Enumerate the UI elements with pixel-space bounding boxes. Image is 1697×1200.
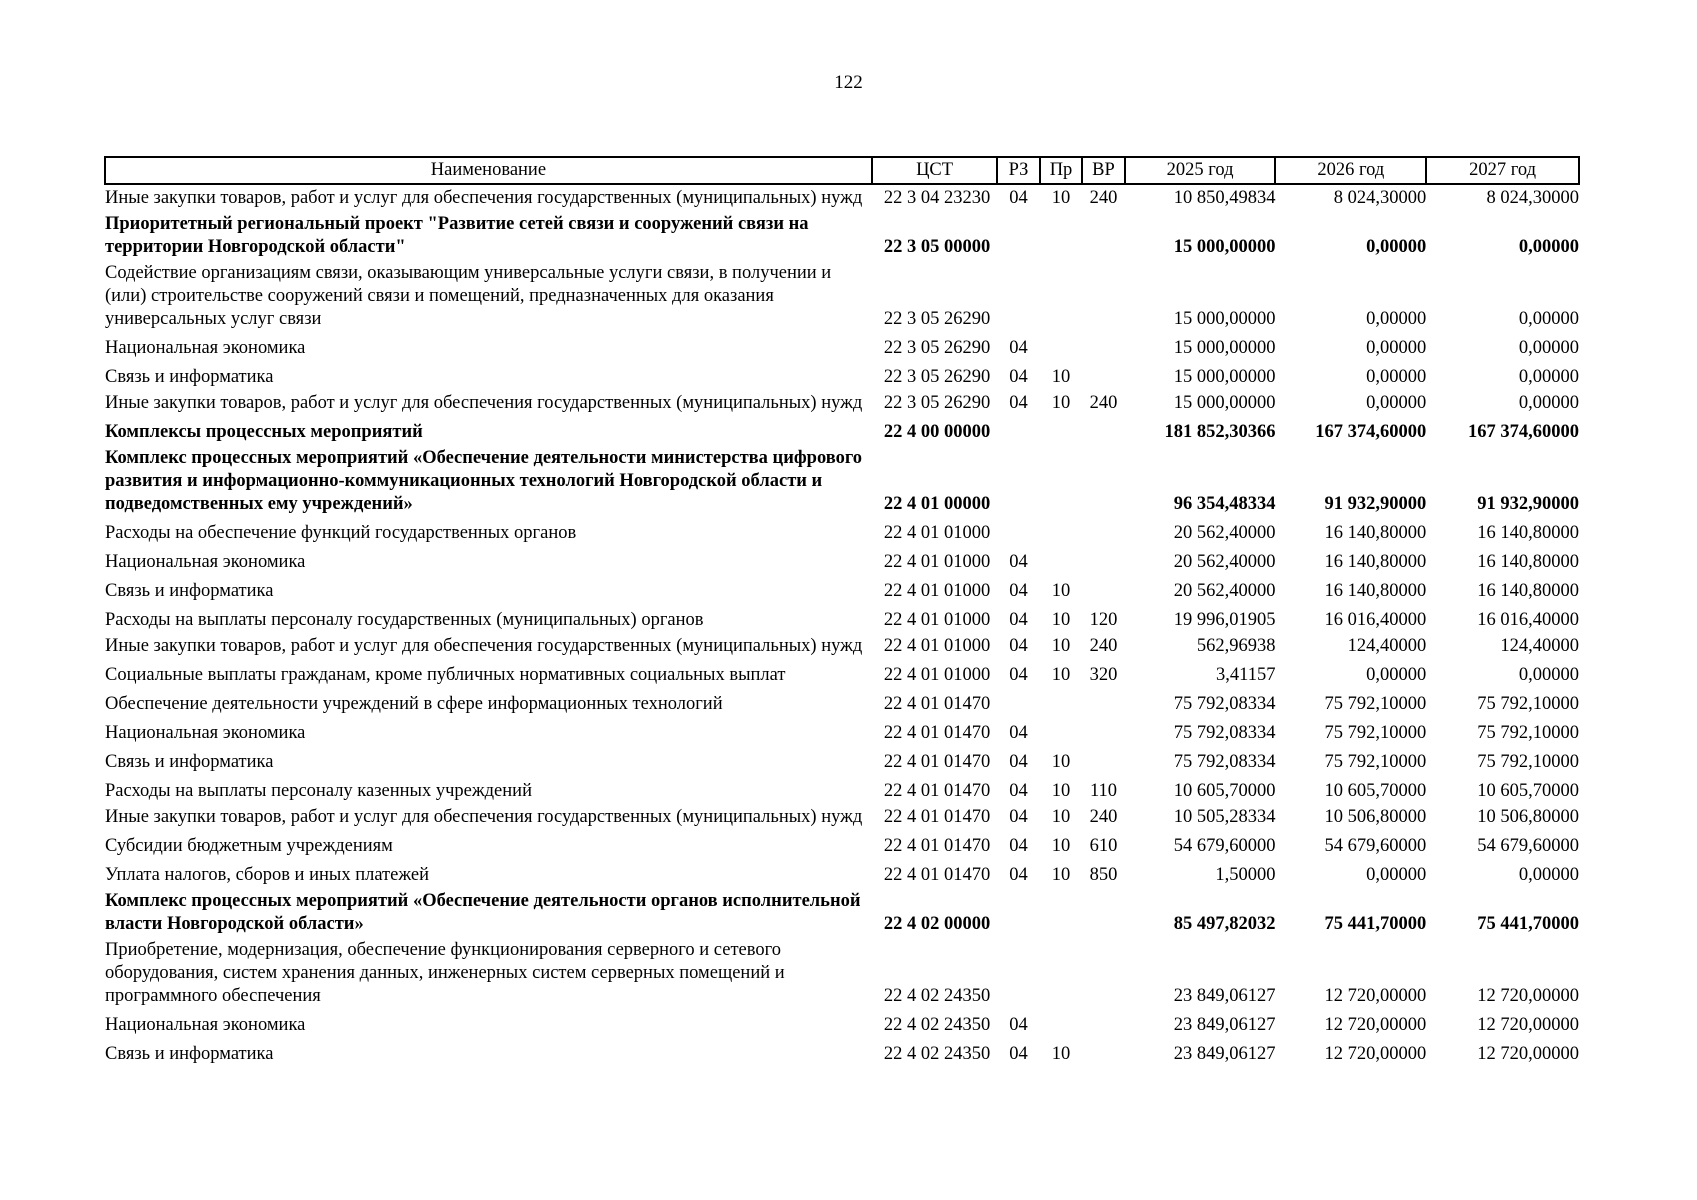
header-name: Наименование xyxy=(105,157,872,184)
row-name: Приоритетный региональный проект "Развитие сетей связи и сооружений связи на территории Новгородской области" xyxy=(105,214,809,257)
row-name: Национальная экономика xyxy=(105,338,306,358)
row-name: Иные закупки товаров, работ и услуг для обеспечения государственных (муниципальных) нужд xyxy=(105,393,863,413)
row-2025: 23 849,06127 xyxy=(1173,986,1276,1006)
row-2025: 10 505,28334 xyxy=(1173,807,1276,827)
row-2025: 20 562,40000 xyxy=(1173,581,1276,601)
row-2027: 75 792,10000 xyxy=(1477,752,1579,772)
row-2026: 0,00000 xyxy=(1366,393,1427,413)
row-name: Иные закупки товаров, работ и услуг для обеспечения государственных (муниципальных) нужд xyxy=(105,636,863,656)
row-pr: 10 xyxy=(1051,636,1071,656)
row-2026: 16 140,80000 xyxy=(1324,523,1427,543)
row-vr: 240 xyxy=(1089,807,1118,827)
row-rz xyxy=(997,260,1039,332)
table-row xyxy=(105,888,1579,937)
row-2026: 0,00000 xyxy=(1366,338,1427,358)
row-rz xyxy=(997,445,1039,517)
row-2025: 1,50000 xyxy=(1215,865,1276,885)
row-cst: 22 4 01 01000 xyxy=(883,581,991,601)
row-cst: 22 3 05 00000 xyxy=(883,237,991,257)
row-2026: 54 679,60000 xyxy=(1324,836,1427,856)
row-2027: 10 605,70000 xyxy=(1477,781,1579,801)
row-pr xyxy=(1040,416,1082,445)
row-vr: 320 xyxy=(1089,665,1118,685)
row-cst: 22 4 00 00000 xyxy=(883,422,991,442)
row-2027: 54 679,60000 xyxy=(1477,836,1579,856)
row-cst: 22 4 01 01470 xyxy=(883,807,991,827)
table-row xyxy=(105,517,1579,546)
row-2025: 181 852,30366 xyxy=(1164,422,1276,442)
row-2025: 20 562,40000 xyxy=(1173,552,1276,572)
row-2026: 12 720,00000 xyxy=(1324,1015,1427,1035)
row-vr xyxy=(1082,1009,1124,1038)
table-row xyxy=(105,746,1579,775)
row-pr xyxy=(1040,211,1082,260)
row-name: Национальная экономика xyxy=(105,1015,306,1035)
row-name: Расходы на обеспечение функций государственных органов xyxy=(105,523,577,543)
row-vr: 240 xyxy=(1089,636,1118,656)
row-vr: 110 xyxy=(1089,781,1118,801)
row-2027: 167 374,60000 xyxy=(1468,422,1579,442)
row-cst: 22 4 01 01470 xyxy=(883,694,991,714)
row-rz: 04 xyxy=(1009,836,1028,856)
row-cst: 22 4 02 24350 xyxy=(883,1015,991,1035)
row-2026: 0,00000 xyxy=(1366,367,1427,387)
row-rz: 04 xyxy=(1009,636,1028,656)
row-2025: 562,96938 xyxy=(1196,636,1276,656)
row-pr xyxy=(1040,260,1082,332)
row-vr xyxy=(1082,260,1124,332)
row-name: Комплекс процессных мероприятий «Обеспечение деятельности органов исполнительной власти Новгородской области» xyxy=(105,891,861,934)
row-pr: 10 xyxy=(1051,367,1071,387)
row-rz xyxy=(997,937,1039,1009)
row-rz: 04 xyxy=(1009,581,1028,601)
header-2025: 2025 год xyxy=(1125,157,1276,184)
row-2027: 75 441,70000 xyxy=(1477,914,1579,934)
row-pr xyxy=(1040,888,1082,937)
row-rz xyxy=(997,211,1039,260)
row-2026: 75 441,70000 xyxy=(1324,914,1427,934)
row-cst: 22 3 05 26290 xyxy=(883,338,991,358)
row-name: Расходы на выплаты персоналу государственных (муниципальных) органов xyxy=(105,610,704,630)
row-2026: 0,00000 xyxy=(1366,309,1427,329)
row-vr xyxy=(1082,688,1124,717)
row-cst: 22 3 05 26290 xyxy=(883,309,991,329)
row-rz xyxy=(997,517,1039,546)
row-2026: 75 792,10000 xyxy=(1324,694,1427,714)
row-vr xyxy=(1082,888,1124,937)
row-2026: 10 506,80000 xyxy=(1324,807,1427,827)
row-rz: 04 xyxy=(1009,393,1028,413)
row-cst: 22 4 01 01000 xyxy=(883,552,991,572)
row-vr xyxy=(1082,717,1124,746)
row-rz: 04 xyxy=(1009,665,1028,685)
row-cst: 22 4 01 01470 xyxy=(883,836,991,856)
row-cst: 22 4 01 01470 xyxy=(883,865,991,885)
row-2026: 167 374,60000 xyxy=(1315,422,1427,442)
row-2025: 75 792,08334 xyxy=(1173,723,1276,743)
row-2027: 10 506,80000 xyxy=(1477,807,1579,827)
table-row xyxy=(105,184,1579,211)
row-cst: 22 4 01 01000 xyxy=(883,523,991,543)
row-cst: 22 4 01 01470 xyxy=(883,723,991,743)
row-rz: 04 xyxy=(1009,723,1028,743)
row-2026: 0,00000 xyxy=(1366,665,1427,685)
row-cst: 22 4 01 01000 xyxy=(883,665,991,685)
row-vr: 240 xyxy=(1089,393,1118,413)
row-2027: 16 140,80000 xyxy=(1477,523,1579,543)
row-2025: 20 562,40000 xyxy=(1173,523,1276,543)
table-row xyxy=(105,775,1579,804)
row-rz: 04 xyxy=(1009,367,1028,387)
row-name: Связь и информатика xyxy=(105,581,274,601)
row-rz: 04 xyxy=(1009,1044,1028,1064)
budget-table xyxy=(104,156,1580,1067)
row-vr xyxy=(1082,575,1124,604)
table-body xyxy=(105,184,1579,1067)
row-vr xyxy=(1082,746,1124,775)
row-cst: 22 3 05 26290 xyxy=(883,367,991,387)
row-2026: 75 792,10000 xyxy=(1324,723,1427,743)
row-2026: 8 024,30000 xyxy=(1333,188,1427,208)
row-2026: 12 720,00000 xyxy=(1324,986,1427,1006)
row-vr xyxy=(1082,1038,1124,1067)
row-2027: 0,00000 xyxy=(1518,367,1579,387)
row-rz xyxy=(997,888,1039,937)
row-cst: 22 4 02 24350 xyxy=(883,986,991,1006)
row-2025: 15 000,00000 xyxy=(1173,309,1276,329)
row-pr: 10 xyxy=(1051,393,1071,413)
table-row xyxy=(105,1038,1579,1067)
row-vr xyxy=(1082,445,1124,517)
table-row xyxy=(105,575,1579,604)
row-pr xyxy=(1040,332,1082,361)
row-2027: 0,00000 xyxy=(1518,393,1579,413)
row-2026: 16 140,80000 xyxy=(1324,581,1427,601)
table-row xyxy=(105,830,1579,859)
row-vr xyxy=(1082,937,1124,1009)
row-2025: 54 679,60000 xyxy=(1173,836,1276,856)
row-cst: 22 4 01 01470 xyxy=(883,752,991,772)
row-2026: 0,00000 xyxy=(1366,865,1427,885)
row-cst: 22 4 01 00000 xyxy=(883,494,991,514)
header-pr: Пр xyxy=(1040,157,1082,184)
header-cst: ЦСТ xyxy=(872,157,997,184)
row-2025: 15 000,00000 xyxy=(1173,237,1276,257)
table-row xyxy=(105,937,1579,1009)
table-row xyxy=(105,211,1579,260)
row-2025: 75 792,08334 xyxy=(1173,752,1276,772)
row-2025: 23 849,06127 xyxy=(1173,1015,1276,1035)
table-row xyxy=(105,416,1579,445)
row-cst: 22 3 05 26290 xyxy=(883,393,991,413)
row-rz: 04 xyxy=(1009,781,1028,801)
row-pr: 10 xyxy=(1051,581,1071,601)
row-cst: 22 4 02 00000 xyxy=(883,914,991,934)
row-pr: 10 xyxy=(1051,781,1071,801)
header-vr: ВР xyxy=(1082,157,1124,184)
row-2027: 12 720,00000 xyxy=(1477,1044,1579,1064)
row-2027: 0,00000 xyxy=(1518,665,1579,685)
row-2025: 96 354,48334 xyxy=(1173,494,1276,514)
row-vr xyxy=(1082,332,1124,361)
row-pr xyxy=(1040,445,1082,517)
row-2026: 0,00000 xyxy=(1366,237,1427,257)
table-row xyxy=(105,804,1579,830)
table-row xyxy=(105,332,1579,361)
row-pr: 10 xyxy=(1051,865,1071,885)
row-pr: 10 xyxy=(1051,836,1071,856)
row-vr xyxy=(1082,416,1124,445)
row-cst: 22 4 01 01000 xyxy=(883,636,991,656)
row-name: Содействие организациям связи, оказывающим универсальные услуги связи, в получении и (или) строительстве сооружений связи и помещений, предназначенных для оказания универсальных услуг связи xyxy=(105,263,832,329)
row-2025: 23 849,06127 xyxy=(1173,1044,1276,1064)
table-row xyxy=(105,604,1579,633)
row-cst: 22 4 01 01000 xyxy=(883,610,991,630)
row-pr xyxy=(1040,1009,1082,1038)
row-rz: 04 xyxy=(1009,807,1028,827)
table-row xyxy=(105,361,1579,390)
row-pr: 10 xyxy=(1051,752,1071,772)
row-pr xyxy=(1040,688,1082,717)
row-2026: 10 605,70000 xyxy=(1324,781,1427,801)
row-pr: 10 xyxy=(1051,1044,1071,1064)
row-pr: 10 xyxy=(1051,188,1071,208)
row-rz: 04 xyxy=(1009,552,1028,572)
row-vr xyxy=(1082,546,1124,575)
row-name: Иные закупки товаров, работ и услуг для обеспечения государственных (муниципальных) нужд xyxy=(105,188,863,208)
row-2027: 124,40000 xyxy=(1500,636,1579,656)
row-name: Субсидии бюджетным учреждениям xyxy=(105,836,393,856)
row-name: Иные закупки товаров, работ и услуг для обеспечения государственных (муниципальных) нужд xyxy=(105,807,863,827)
row-2027: 75 792,10000 xyxy=(1477,694,1579,714)
row-2025: 19 996,01905 xyxy=(1173,610,1276,630)
header-2027: 2027 год xyxy=(1426,157,1579,184)
row-name: Расходы на выплаты персоналу казенных учреждений xyxy=(105,781,532,801)
header-rz: РЗ xyxy=(997,157,1039,184)
row-pr: 10 xyxy=(1051,665,1071,685)
row-2025: 3,41157 xyxy=(1216,665,1276,685)
row-name: Обеспечение деятельности учреждений в сфере информационных технологий xyxy=(105,694,723,714)
row-vr: 610 xyxy=(1089,836,1118,856)
row-2026: 91 932,90000 xyxy=(1324,494,1427,514)
row-name: Уплата налогов, сборов и иных платежей xyxy=(105,865,430,885)
row-pr xyxy=(1040,517,1082,546)
row-name: Приобретение, модернизация, обеспечение функционирования серверного и сетевого оборудования, систем хранения данных, инженерных систем серверных помещений и программного обеспечения xyxy=(105,940,785,1006)
row-vr: 850 xyxy=(1089,865,1118,885)
page-number: 122 xyxy=(834,72,863,93)
row-vr xyxy=(1082,361,1124,390)
row-vr: 240 xyxy=(1089,188,1118,208)
row-cst: 22 3 04 23230 xyxy=(883,188,991,208)
row-name: Социальные выплаты гражданам, кроме публичных нормативных социальных выплат xyxy=(105,665,786,685)
row-rz: 04 xyxy=(1009,338,1028,358)
row-cst: 22 4 01 01470 xyxy=(883,781,991,801)
row-2025: 75 792,08334 xyxy=(1173,694,1276,714)
table-row xyxy=(105,659,1579,688)
row-2027: 8 024,30000 xyxy=(1486,188,1579,208)
row-2025: 15 000,00000 xyxy=(1173,393,1276,413)
row-2026: 16 140,80000 xyxy=(1324,552,1427,572)
table-row xyxy=(105,390,1579,416)
row-name: Связь и информатика xyxy=(105,752,274,772)
row-2027: 16 140,80000 xyxy=(1477,581,1579,601)
row-2027: 75 792,10000 xyxy=(1477,723,1579,743)
row-name: Комплексы процессных мероприятий xyxy=(105,422,423,442)
row-2025: 85 497,82032 xyxy=(1173,914,1276,934)
table-row xyxy=(105,859,1579,888)
row-2027: 0,00000 xyxy=(1518,309,1579,329)
row-2027: 91 932,90000 xyxy=(1477,494,1579,514)
row-pr xyxy=(1040,717,1082,746)
row-pr: 10 xyxy=(1051,807,1071,827)
row-name: Национальная экономика xyxy=(105,552,306,572)
table-row xyxy=(105,688,1579,717)
table-row xyxy=(105,717,1579,746)
row-pr xyxy=(1040,937,1082,1009)
row-2026: 75 792,10000 xyxy=(1324,752,1427,772)
row-rz xyxy=(997,416,1039,445)
row-rz: 04 xyxy=(1009,865,1028,885)
row-vr xyxy=(1082,517,1124,546)
row-vr xyxy=(1082,211,1124,260)
row-2027: 0,00000 xyxy=(1518,237,1579,257)
row-rz: 04 xyxy=(1009,188,1028,208)
row-rz xyxy=(997,688,1039,717)
row-pr xyxy=(1040,546,1082,575)
row-2027: 16 140,80000 xyxy=(1477,552,1579,572)
table-row xyxy=(105,546,1579,575)
header-2026: 2026 год xyxy=(1275,157,1426,184)
row-2026: 16 016,40000 xyxy=(1324,610,1427,630)
row-name: Комплекс процессных мероприятий «Обеспечение деятельности министерства цифрового развития и информационно-коммуникационных технологий Новгородской области и подведомственных ему учреждений» xyxy=(105,448,863,514)
row-rz: 04 xyxy=(1009,610,1028,630)
row-2027: 16 016,40000 xyxy=(1477,610,1579,630)
row-pr: 10 xyxy=(1051,610,1071,630)
row-2025: 15 000,00000 xyxy=(1173,338,1276,358)
row-name: Связь и информатика xyxy=(105,367,274,387)
row-2025: 10 850,49834 xyxy=(1173,188,1276,208)
table-row xyxy=(105,260,1579,332)
row-2027: 0,00000 xyxy=(1518,338,1579,358)
table-row xyxy=(105,445,1579,517)
row-2025: 15 000,00000 xyxy=(1173,367,1276,387)
row-cst: 22 4 02 24350 xyxy=(883,1044,991,1064)
row-2027: 12 720,00000 xyxy=(1477,986,1579,1006)
row-2026: 124,40000 xyxy=(1347,636,1427,656)
row-2026: 12 720,00000 xyxy=(1324,1044,1427,1064)
row-name: Национальная экономика xyxy=(105,723,306,743)
row-2027: 0,00000 xyxy=(1518,865,1579,885)
table-row xyxy=(105,633,1579,659)
row-2025: 10 605,70000 xyxy=(1173,781,1276,801)
row-2027: 12 720,00000 xyxy=(1477,1015,1579,1035)
row-vr: 120 xyxy=(1089,610,1118,630)
table-row xyxy=(105,1009,1579,1038)
table-header-row xyxy=(105,157,1579,184)
row-rz: 04 xyxy=(1009,1015,1028,1035)
row-name: Связь и информатика xyxy=(105,1044,274,1064)
row-rz: 04 xyxy=(1009,752,1028,772)
